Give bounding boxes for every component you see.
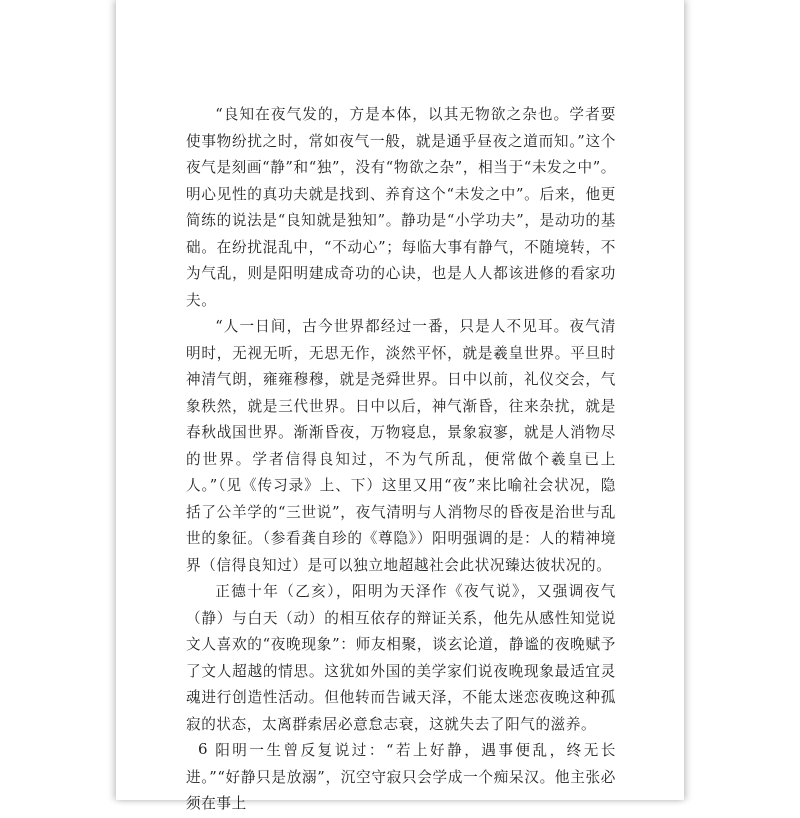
paragraph-3: 正德十年（乙亥），阳明为天泽作《夜气说》，又强调夜气（静）与白天（动）的相互依存的辩证关系，他先从感性知觉说文人喜欢的“夜晚现象”：师友相聚，谈玄论道，静谧的夜晚赋予了文人超越的情思。这犹如外国的美学家们说夜晚现象最适宜灵魂进行创造性活动。但他转而告诫天泽，不能太迷恋夜晚这种孤寂的状态，太离群索居必意怠志衰，这就失去了阳气的滋养。 (186, 583, 616, 733)
page-number: 6 (198, 740, 208, 758)
paragraph-4: 阳明一生曾反复说过：“若上好静，遇事便乱，终无长进。”“好静只是放溺”，沉空守寂只会学成一个痴呆汉。他主张必须在事上 (186, 742, 616, 812)
paragraph-1: “良知在夜气发的，方是本体，以其无物欲之杂也。学者要使事物纷扰之时，常如夜气一般，就是通乎昼夜之道而知。”这个夜气是刻画“静”和“独”，没有“物欲之杂”，相当于“未发之中”。明心见性的真功夫就是找到、养育这个“未发之中”。后来，他更简练的说法是“良知就是独知”。静功是“小学功夫”，是动功的基础。在纷扰混乱中，“不动心”；每临大事有静气，不随境转，不为气乱，则是阳明建成奇功的心诀，也是人人都该进修的看家功夫。 (186, 106, 616, 309)
book-page (116, 0, 684, 812)
paragraph-2: “人一日间，古今世界都经过一番，只是人不见耳。夜气清明时，无视无听，无思无作，淡然平怀，就是羲皇世界。平旦时神清气朗，雍雍穆穆，就是尧舜世界。日中以前，礼仪交会，气象秩然，就是三代世界。日中以后，神气渐昏，往来杂扰，就是春秋战国世界。渐渐昏夜，万物寝息，景象寂寥，就是人消物尽的世界。学者信得良知过，不为气所乱，便常做个羲皇已上人。”（见《传习录》上、下）这里又用“夜”来比喻社会状况，隐括了公羊学的“三世说”，夜气清明与人消物尽的昏夜是治世与乱世的象征。（参看龚自珍的《尊隐》）阳明强调的是：人的精神境界（信得良知过）是可以独立地超越社会此状况臻达彼状况的。 (186, 318, 616, 574)
page-body-text (186, 102, 616, 818)
